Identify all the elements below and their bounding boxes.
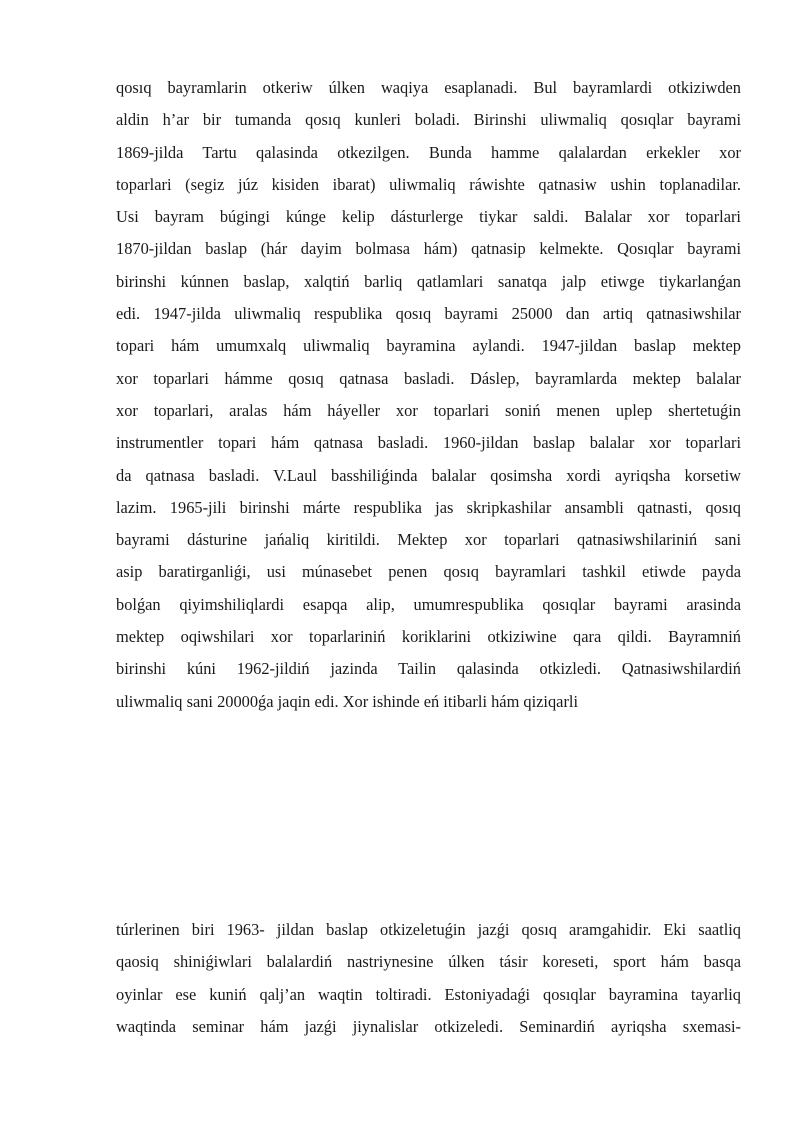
text-line: xor toparlari, aralas hám háyeller xor toparlari soniń menen uplep shertetuǵin: [116, 400, 741, 420]
text-line: topari hám umumxalq uliwmaliq bayramina aylandi. 1947-jildan baslap mektep: [116, 336, 741, 356]
text-line: birinshi kúni 1962-jildiń jazinda Tailin qalasinda otkizledi. Qatnasiwshilardiń: [116, 659, 741, 679]
text-line: instrumentler topari hám qatnasa basladi. 1960-jildan baslap balalar xor toparlari: [116, 433, 741, 453]
text-line: bolǵan qiyimshiliqlardi esapqa alip, umumrespublika qosıqlar bayrami arasinda: [116, 594, 741, 614]
paragraph-block-2: [116, 914, 741, 1043]
text-line: lazim. 1965-jili birinshi márte respublika jas skripkashilar ansambli qatnasti, qosıq: [116, 497, 741, 517]
text-line: da qatnasa basladi. V.Laul basshiliǵinda balalar qosimsha xordi ayriqsha korsetiw: [116, 465, 741, 485]
text-line: oyinlar ese kuniń qalj’an waqtin toltiradi. Estoniyadaǵi qosıqlar bayramina tayarliq: [116, 984, 741, 1004]
text-line: 1869-jilda Tartu qalasinda otkezilgen. Bunda hamme qalalardan erkekler xor: [116, 142, 741, 162]
text-line: Usi bayram búgingi kúnge kelip dásturlerge tiykar saldi. Balalar xor toparlari: [116, 207, 741, 227]
text-line: 1870-jildan baslap (hár dayim bolmasa hám) qatnasip kelmekte. Qosıqlar bayrami: [116, 239, 741, 259]
text-line: aldin h’ar bir tumanda qosıq kunleri boladi. Birinshi uliwmaliq qosıqlar bayrami: [116, 110, 741, 130]
text-line: xor toparlari hámme qosıq qatnasa basladi. Dáslep, bayramlarda mektep balalar: [116, 368, 741, 388]
paragraph-block-1: [116, 72, 741, 718]
text-line: toparlari (segiz júz kisiden ibarat) uliwmaliq ráwishte qatnasiw ushin toplanadilar.: [116, 174, 741, 194]
text-line: birinshi kúnnen baslap, xalqtiń barliq qatlamlari sanatqa jalp etiwge tiykarlanǵan: [116, 271, 741, 291]
text-line: uliwmaliq sani 20000ǵa jaqin edi. Xor ishinde eń itibarli hám qiziqarli: [116, 691, 579, 711]
text-line: bayrami dásturine jańaliq kiritildi. Mektep xor toparlari qatnasiwshilariniń sani: [116, 530, 741, 550]
text-line: túrlerinen biri 1963- jildan baslap otkizeletuǵin jazǵi qosıq aramgahidir. Eki saatliq: [116, 920, 741, 939]
text-line: mektep oqiwshilari xor toparlariniń koriklarini otkiziwine qara qildi. Bayramniń: [116, 627, 741, 647]
text-line: qaosiq shiniǵiwlari balalardiń nastriynesine úlken tásir koreseti, sport hám basqa: [116, 952, 741, 972]
text-line: asip baratirganliǵi, usi múnasebet penen qosıq bayramlari tashkil etiwde payda: [116, 562, 741, 582]
text-line: edi. 1947-jilda uliwmaliq respublika qosıq bayrami 25000 dan artiq qatnasiwshilar: [116, 304, 741, 324]
text-line: waqtinda seminar hám jazǵi jiynalislar otkizeledi. Seminardiń ayriqsha sxemasi-: [116, 1016, 741, 1036]
text-line: qosıq bayramlarin otkeriw úlken waqiya esaplanadi. Bul bayramlardi otkiziwden: [116, 78, 741, 97]
